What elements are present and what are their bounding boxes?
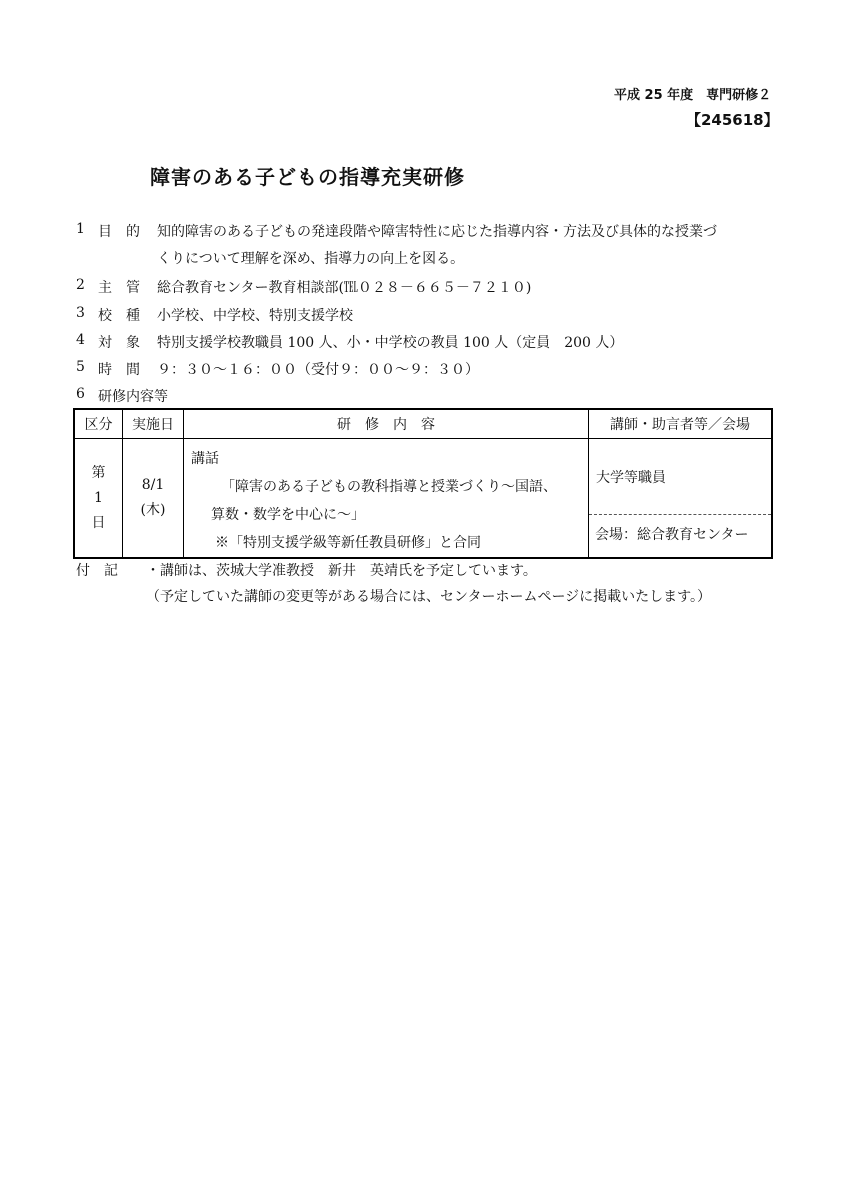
- division-text: 1: [94, 489, 103, 506]
- item-number: 1: [76, 221, 85, 237]
- table-header-row: [74, 409, 772, 439]
- content-line: 講話: [191, 451, 219, 467]
- item-value: ９：３０～１６：００（受付９：００～９：３０）: [157, 362, 479, 378]
- venue-text: 会場：総合教育センター: [595, 527, 749, 543]
- fiscal-year-label: 平成 25 年度 専門研修２: [614, 88, 772, 103]
- content-cell: [184, 439, 589, 559]
- date-text: 8/1: [141, 477, 165, 493]
- item-label: 主 管: [98, 280, 140, 296]
- schedule-table: [73, 408, 773, 559]
- item-contents: [0, 386, 850, 406]
- item-purpose-cont: [0, 248, 850, 268]
- lecturer-cell: [589, 439, 773, 559]
- division-text: 第: [91, 464, 106, 481]
- item-school-type: [0, 305, 850, 325]
- item-target: [0, 332, 850, 352]
- notes-line: （予定していた講師の変更等がある場合には、センターホームページに掲載いたします。）: [146, 589, 712, 605]
- content-line: 「障害のある子どもの教科指導と授業づくり～国語、: [221, 479, 557, 495]
- item-value: 総合教育センター教育相談部(℡０２８－６６５－７２１０): [157, 280, 532, 296]
- content-line: ※「特別支援学級等新任教員研修」と合同: [215, 535, 481, 551]
- page-title: 障害のある子どもの指導充実研修: [150, 165, 465, 189]
- item-value: 特別支援学校教職員 100 人、小・中学校の教員 100 人（定員 200 人）: [157, 335, 624, 351]
- item-value: くりについて理解を深め、指導力の向上を図る。: [157, 251, 465, 267]
- notes-line: ・講師は、茨城大学准教授 新井 英靖氏を予定しています。: [146, 563, 537, 579]
- date-cell: [123, 439, 184, 559]
- division-cell: [74, 439, 123, 559]
- item-number: 5: [76, 359, 85, 375]
- weekday-text: (木): [140, 502, 166, 518]
- item-time: [0, 359, 850, 379]
- item-number: 2: [76, 277, 85, 293]
- item-number: 3: [76, 305, 85, 321]
- column-header: 講師・助言者等／会場: [589, 409, 773, 439]
- item-value: 知的障害のある子どもの発達段階や障害特性に応じた指導内容・方法及び具体的な授業づ: [157, 224, 717, 240]
- item-label: 対 象: [98, 335, 140, 351]
- item-organizer: [0, 277, 850, 297]
- item-value: 小学校、中学校、特別支援学校: [157, 308, 353, 324]
- item-label: 時 間: [98, 362, 140, 378]
- content-line: 算数・数学を中心に～」: [211, 507, 365, 523]
- column-header: 実施日: [123, 409, 184, 439]
- column-header: 区分: [74, 409, 123, 439]
- item-number: 4: [76, 332, 85, 348]
- course-code: 【245618】: [686, 111, 779, 129]
- notes-label: 付 記: [76, 563, 118, 579]
- item-label: 目 的: [98, 224, 140, 240]
- lecturer-text: 大学等職員: [589, 439, 771, 515]
- table-row: [74, 439, 772, 559]
- division-text: 日: [91, 514, 106, 531]
- item-label: 研修内容等: [98, 389, 168, 405]
- item-purpose: [0, 221, 850, 241]
- item-number: 6: [76, 386, 85, 402]
- column-header: 研 修 内 容: [184, 409, 589, 439]
- item-label: 校 種: [98, 308, 140, 324]
